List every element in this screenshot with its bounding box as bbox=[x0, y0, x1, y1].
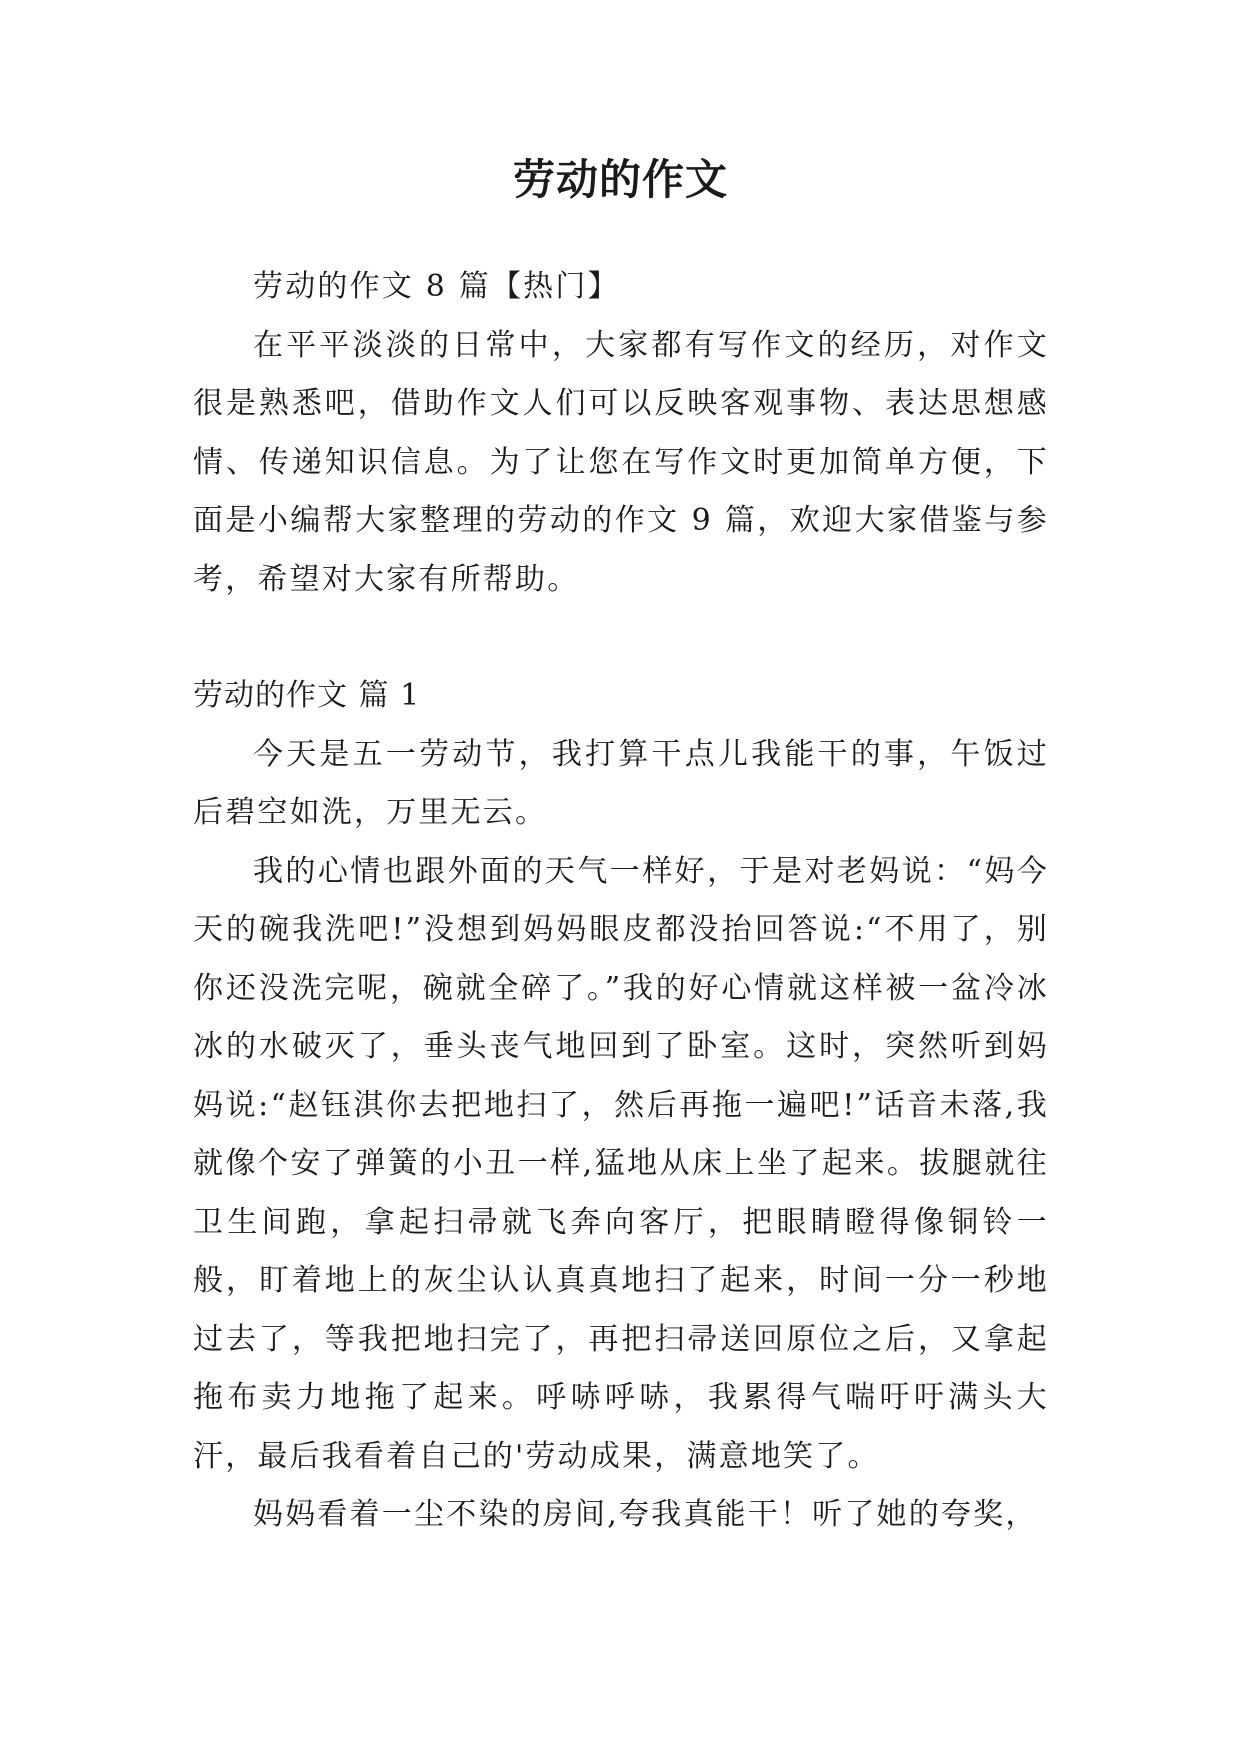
body-paragraph: 今天是五一劳动节，我打算干点儿我能干的事，午饭过后碧空如洗，万里无云。 bbox=[193, 736, 1049, 830]
section-heading: 劳动的作文 篇 1 bbox=[193, 678, 421, 713]
document-title: 劳动的作文 bbox=[512, 155, 728, 204]
document-body bbox=[193, 258, 1049, 1545]
body-paragraph: 妈妈看着一尘不染的房间,夸我真能干！听了她的夸奖， bbox=[253, 1497, 1038, 1532]
body-paragraph: 我的心情也跟外面的天气一样好，于是对老妈说：“妈今天的碗我洗吧!”没想到妈妈眼皮都没抬回答说:“不用了，别你还没洗完呢，碗就全碎了。”我的好心情就这样被一盆冷冰冰的水破灭了，垂头丧气地回到了卧室。这时，突然听到妈妈说:“赵钰淇你去把地扫了，然后再拖一遍吧!”话音未落,我就像个安了弹簧的小丑一样,猛地从床上坐了起来。拔腿就往卫生间跑，拿起扫帚就飞奔向客厅，把眼睛瞪得像铜铃一般，盯着地上的灰尘认认真真地扫了起来，时间一分一秒地过去了，等我把地扫完了，再把扫帚送回原位之后，又拿起拖布卖力地拖了起来。呼哧呼哧，我累得气喘吁吁满头大汗，最后我看着自己的'劳动成果，满意地笑了。 bbox=[193, 853, 1049, 1474]
document-subtitle: 劳动的作文 8 篇【热门】 bbox=[253, 269, 620, 304]
intro-paragraph: 在平平淡淡的日常中，大家都有写作文的经历，对作文很是熟悉吧，借助作文人们可以反映客观事物、表达思想感情、传递知识信息。为了让您在写作文时更加简单方便，下面是小编帮大家整理的劳动的作文 9 篇，欢迎大家借鉴与参考，希望对大家有所帮助。 bbox=[193, 327, 1049, 597]
